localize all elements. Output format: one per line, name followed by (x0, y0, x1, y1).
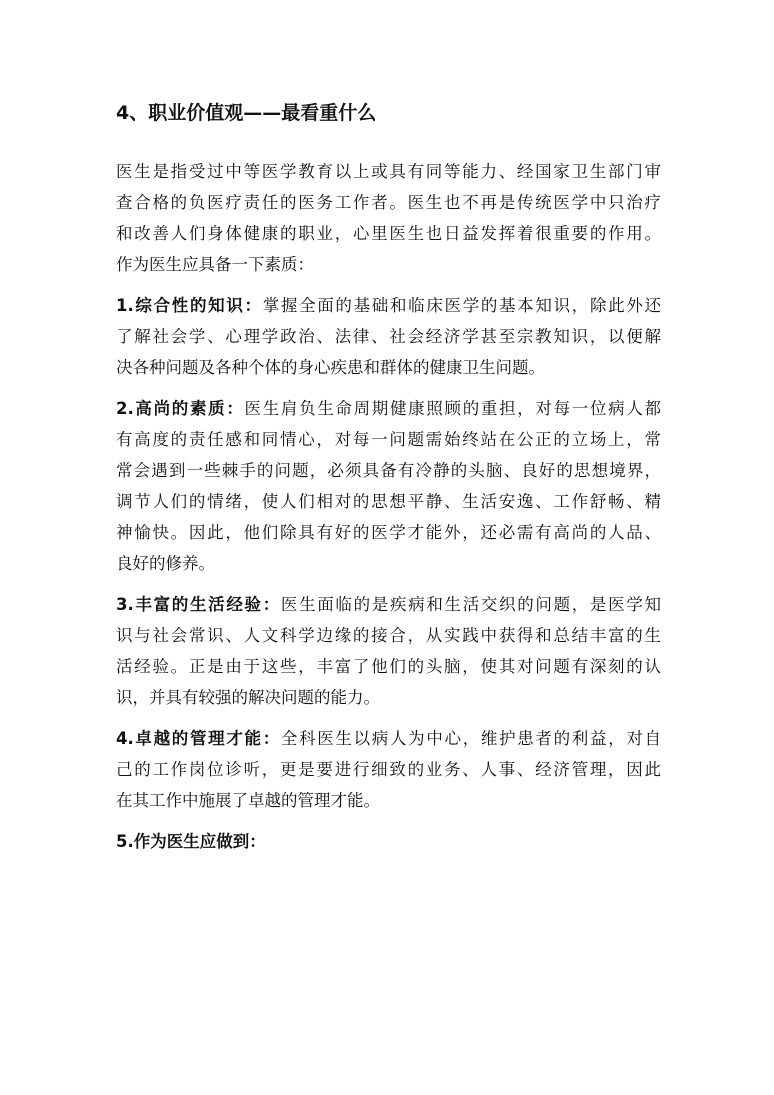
intro-paragraph (116, 156, 661, 280)
item-label: 3.丰富的生活经验： (116, 595, 281, 614)
paragraph-line: 己的工作岗位诊听，更是要进行细致的业务、人事、经济管理，因此 (116, 760, 661, 779)
paragraph-line: 在其工作中施展了卓越的管理才能。 (116, 791, 380, 810)
paragraph-line: 调节人们的情绪，使人们相对的思想平静、生活安逸、工作舒畅、精 (116, 492, 661, 511)
paragraph-line: 了解社会学、心理学政治、法律、社会经济学甚至宗教知识，以便解 (116, 327, 661, 346)
item-text: 全科医生以病人为中心，维护患者的利益，对自 (280, 729, 661, 748)
section-knowledge (116, 290, 661, 383)
item-label: 5.作为医生应做到： (116, 832, 266, 851)
section-management (116, 723, 661, 816)
item-text: 掌握全面的基础和临床医学的基本知识，除此外还 (262, 296, 661, 315)
section-duties (116, 826, 661, 857)
paragraph-line: 识，并具有较强的解决问题的能力。 (116, 688, 380, 707)
paragraph-line (116, 393, 661, 424)
paragraph-line: 和改善人们身体健康的职业，心里医生也日益发挥着很重要的作用。 (116, 224, 661, 243)
paragraph-line (116, 723, 661, 754)
paragraph-line: 良好的修养。 (116, 554, 215, 573)
item-text: 医生肩负生命周期健康照顾的重担，对每一位病人都 (244, 399, 661, 418)
paragraph-line: 神愉快。因此，他们除具有好的医学才能外，还必需有高尚的人品、 (116, 523, 661, 542)
item-text: 医生面临的是疾病和生活交织的问题，是医学知 (280, 595, 661, 614)
item-label: 4.卓越的管理才能： (116, 729, 281, 748)
paragraph-line: 决各种问题及各种个体的身心疾患和群体的健康卫生问题。 (116, 358, 545, 377)
section-quality (116, 393, 661, 579)
paragraph-line: 作为医生应具备一下素质： (116, 255, 314, 274)
section-heading: 4、职业价值观——最看重什么 (116, 102, 377, 124)
paragraph-line: 常会遇到一些棘手的问题，必须具备有冷静的头脑、良好的思想境界， (116, 461, 661, 480)
item-label: 2.高尚的素质： (116, 399, 245, 418)
paragraph-line: 识与社会常识、人文科学边缘的接合，从实践中获得和总结丰富的生 (116, 626, 661, 645)
paragraph-line (116, 290, 661, 321)
paragraph-line: 有高度的责任感和同情心，对每一问题需始终站在公正的立场上，常 (116, 430, 661, 449)
section-experience (116, 589, 661, 713)
paragraph-line (116, 826, 661, 857)
paragraph-line: 查合格的负医疗责任的医务工作者。医生也不再是传统医学中只治疗 (116, 193, 661, 212)
document-body (116, 156, 661, 857)
paragraph-line (116, 589, 661, 620)
paragraph-line: 活经验。正是由于这些，丰富了他们的头脑，使其对问题有深刻的认 (116, 657, 661, 676)
paragraph-line: 医生是指受过中等医学教育以上或具有同等能力、经国家卫生部门审 (116, 162, 661, 181)
item-label: 1.综合性的知识： (116, 296, 263, 315)
